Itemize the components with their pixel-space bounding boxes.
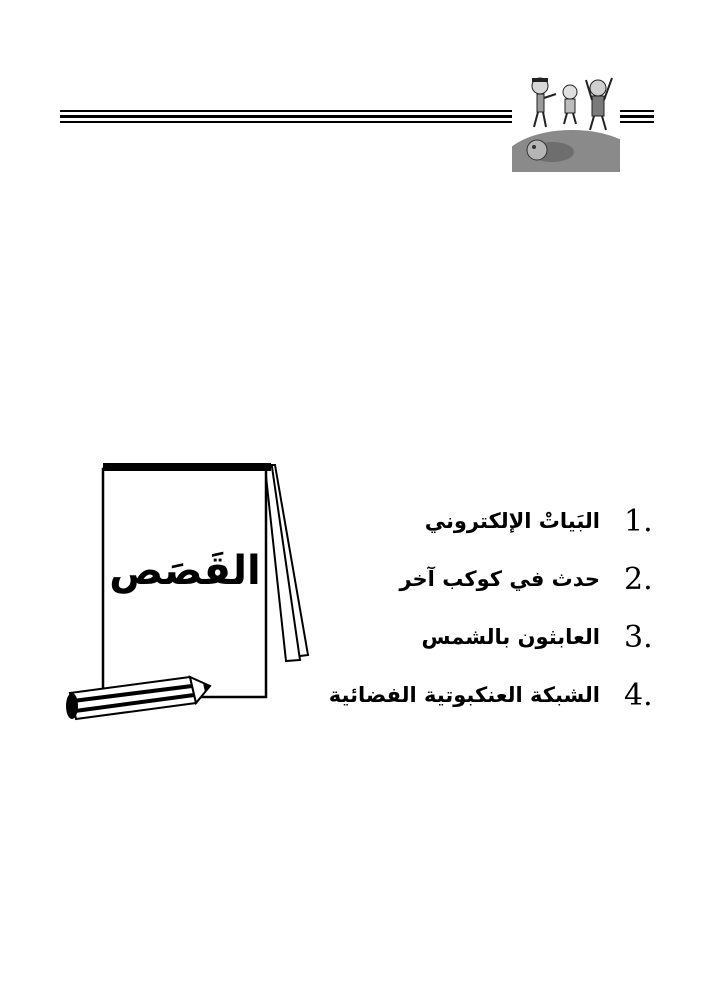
story-title: العابثون بالشمس [421,625,600,649]
story-number: 2. [624,561,653,597]
story-item[interactable] [258,550,658,608]
story-title: البَياتْ الإلكتروني [424,509,600,533]
notepad-title: القَصَص [109,548,261,594]
story-number: 1. [624,503,653,539]
story-item[interactable] [258,608,658,666]
story-title: الشبكة العنكبوتية الفضائية [328,683,600,707]
story-item[interactable] [258,492,658,550]
stories-list [258,492,658,724]
cartoon-illustration [512,72,620,172]
pencil-icon [66,677,210,719]
story-number: 3. [624,619,653,655]
story-title: حدث في كوكب آخر [399,567,600,591]
story-number: 4. [624,677,653,713]
story-item[interactable] [258,666,658,724]
